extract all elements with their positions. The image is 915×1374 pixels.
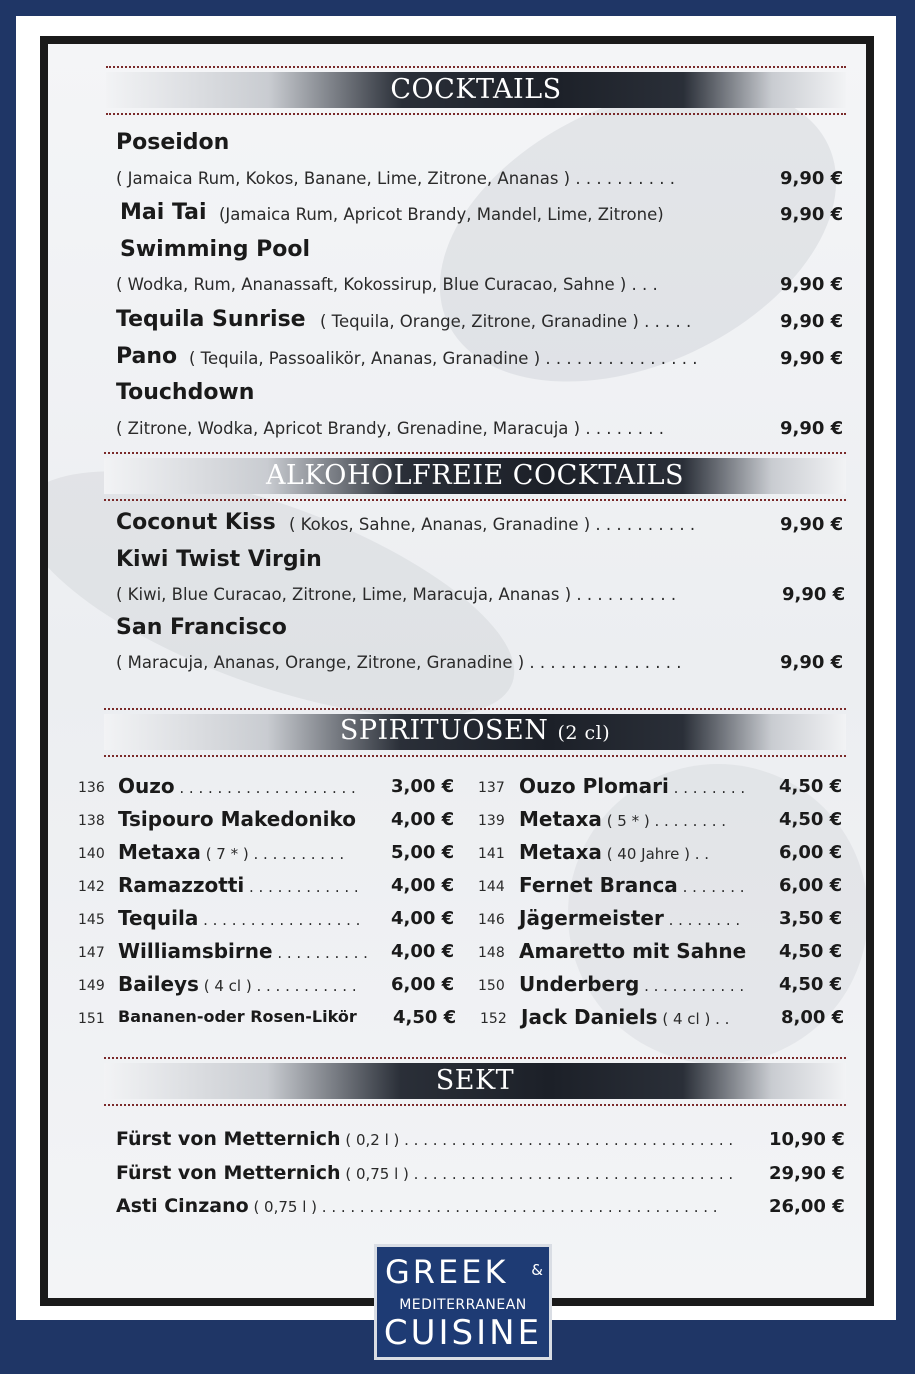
menu-item-name: Swimming Pool: [120, 237, 311, 262]
section-header-alkoholfrei: [104, 458, 846, 494]
spirit-name: Jägermeister: [519, 906, 664, 930]
logo-ampersand: &: [531, 1261, 543, 1279]
item-number: 140: [78, 846, 105, 862]
dotted-rule: [104, 755, 846, 757]
menu-item-desc: ( Zitrone, Wodka, Apricot Brandy, Grenadine, Maracuja ) . . . . . . . .: [116, 419, 664, 438]
sekt-name: Fürst von Metternich: [116, 1128, 341, 1150]
restaurant-logo: [374, 1244, 552, 1360]
item-number: 142: [78, 879, 105, 895]
spirit-price: 4,00 €: [391, 809, 455, 830]
spirit-desc: ( 7 * ) . . . . . . . . . .: [200, 845, 345, 863]
menu-item-desc: ( Maracuja, Ananas, Orange, Zitrone, Granadine ) . . . . . . . . . . . . . . .: [116, 653, 682, 672]
spirit-item: [519, 807, 726, 831]
dotted-rule: [104, 708, 846, 710]
spirit-item: [519, 774, 745, 798]
menu-item-price: 9,90 €: [780, 311, 844, 332]
dotted-rule: [104, 499, 846, 501]
spirit-name: Metaxa: [118, 840, 201, 864]
menu-item-name: Touchdown: [116, 380, 255, 405]
menu-item-name: Tequila Sunrise: [116, 307, 306, 332]
section-header-sekt: [104, 1063, 846, 1099]
spirit-item: [118, 906, 360, 930]
sekt-desc: ( 0,75 l ) . . . . . . . . . . . . . . . . . . . . . . . . . . . . . . . . . .: [340, 1165, 734, 1183]
section-subtitle: (2 cl): [557, 722, 611, 744]
dotted-rule: [106, 113, 846, 115]
sekt-name: Fürst von Metternich: [116, 1162, 341, 1184]
menu-item-name: Coconut Kiss: [116, 510, 276, 535]
spirit-item: [519, 972, 744, 996]
menu-item-price: 9,90 €: [780, 348, 844, 369]
item-number: 151: [78, 1011, 105, 1027]
menu-item-name: Kiwi Twist Virgin: [116, 547, 322, 572]
section-title: ALKOHOLFREIE COCKTAILS: [265, 460, 685, 491]
menu-item-name: Poseidon: [116, 130, 230, 155]
spirit-name: Ramazzotti: [118, 873, 245, 897]
spirit-name: Amaretto mit Sahne: [519, 939, 747, 963]
menu-item-desc: ( Jamaica Rum, Kokos, Banane, Lime, Zitrone, Ananas ) . . . . . . . . . .: [116, 169, 676, 188]
spirit-desc: ( 4 cl ) . . . . . . . . . . .: [198, 977, 357, 995]
sekt-desc: ( 0,2 l ) . . . . . . . . . . . . . . . . . . . . . . . . . . . . . . . . . . .: [340, 1131, 734, 1149]
spirit-name: Tequila: [118, 906, 199, 930]
sekt-item: [116, 1162, 733, 1184]
spirit-name: Baileys: [118, 972, 199, 996]
menu-item-price: 9,90 €: [780, 652, 844, 673]
menu-item-desc: (Jamaica Rum, Apricot Brandy, Mandel, Lime, Zitrone): [219, 205, 664, 224]
spirit-price: 4,50 €: [779, 974, 843, 995]
sekt-item: [116, 1128, 733, 1150]
menu-page: [48, 44, 866, 1298]
spirit-name: Tsipouro Makedoniko: [118, 807, 356, 831]
spirit-item: [118, 774, 356, 798]
spirit-name: Williamsbirne: [118, 939, 273, 963]
spirit-name: Ouzo: [118, 774, 175, 798]
dotted-rule: [104, 1057, 846, 1059]
spirit-name: Bananen-oder Rosen-Likör: [118, 1007, 357, 1026]
dotted-rule: [104, 452, 846, 454]
item-number: 146: [478, 912, 505, 928]
spirit-desc: ( 40 Jahre ) . .: [601, 845, 710, 863]
spirit-desc: ( 4 cl ) . .: [657, 1010, 730, 1028]
spirit-item: [519, 939, 746, 963]
item-number: 150: [478, 978, 505, 994]
section-title: SEKT: [435, 1065, 515, 1096]
item-number: 148: [478, 945, 505, 961]
spirit-price: 4,50 €: [779, 809, 843, 830]
spirit-price: 4,00 €: [391, 941, 455, 962]
spirit-item: [519, 906, 740, 930]
menu-item-price: 9,90 €: [782, 584, 846, 605]
sekt-price: 10,90 €: [769, 1129, 845, 1150]
spirit-desc: ( 5 * ) . . . . . . . .: [601, 812, 727, 830]
menu-item-desc: ( Kokos, Sahne, Ananas, Granadine ) . . . . . . . . . .: [289, 515, 696, 534]
spirit-desc: . . . . . . .: [677, 878, 745, 896]
menu-item-price: 9,90 €: [780, 514, 844, 535]
sekt-price: 29,90 €: [769, 1163, 845, 1184]
spirit-item: [118, 840, 344, 864]
menu-item-desc: ( Tequila, Passoalikör, Ananas, Granadine ) . . . . . . . . . . . . . . .: [189, 349, 698, 368]
spirit-item: [519, 840, 709, 864]
item-number: 136: [78, 780, 105, 796]
menu-item-desc: ( Wodka, Rum, Ananassaft, Kokossirup, Blue Curacao, Sahne ) . . .: [116, 275, 658, 294]
item-number: 137: [478, 780, 505, 796]
item-number: 152: [480, 1011, 507, 1027]
item-number: 144: [478, 879, 505, 895]
sekt-price: 26,00 €: [769, 1196, 845, 1217]
dotted-rule: [106, 66, 846, 68]
section-header-cocktails: [106, 72, 846, 108]
section-header-spirituosen: [104, 714, 846, 750]
item-number: 149: [78, 978, 105, 994]
spirit-item: [521, 1005, 729, 1029]
menu-item-price: 9,90 €: [780, 168, 844, 189]
logo-greek: GREEK: [385, 1253, 509, 1291]
section-title-text: SPIRITUOSEN: [339, 715, 549, 746]
item-number: 145: [78, 912, 105, 928]
sekt-desc: ( 0,75 l ) . . . . . . . . . . . . . . . . . . . . . . . . . . . . . . . . . . . . . . . . . .: [248, 1198, 718, 1216]
menu-item-name: Mai Tai: [120, 200, 207, 225]
spirit-desc: . . . . . . . . . . . . . . . . .: [198, 911, 361, 929]
sekt-name: Asti Cinzano: [116, 1195, 249, 1217]
spirit-desc: . . . . . . . .: [663, 911, 741, 929]
spirit-item: [118, 972, 357, 996]
logo-mediterranean: MEDITERRANEAN: [399, 1297, 527, 1313]
menu-item-price: 9,90 €: [780, 418, 844, 439]
menu-item-name: San Francisco: [116, 615, 287, 640]
spirit-price: 4,00 €: [391, 875, 455, 896]
spirit-desc: . . . . . . . . . .: [272, 944, 368, 962]
menu-item-desc: ( Kiwi, Blue Curacao, Zitrone, Lime, Maracuja, Ananas ) . . . . . . . . . .: [116, 585, 677, 604]
menu-item-desc: ( Tequila, Orange, Zitrone, Granadine ) . . . . .: [320, 312, 692, 331]
sekt-item: [116, 1195, 718, 1217]
logo-cuisine: CUISINE: [383, 1313, 543, 1353]
spirit-price: 8,00 €: [781, 1007, 845, 1028]
spirit-name: Metaxa: [519, 807, 602, 831]
spirit-name: Ouzo Plomari: [519, 774, 669, 798]
spirit-desc: . . . . . . . . . . . . . . . . . . .: [174, 779, 356, 797]
section-title: COCKTAILS: [390, 74, 562, 105]
spirit-item: [118, 939, 368, 963]
item-number: 139: [478, 813, 505, 829]
spirit-name: Underberg: [519, 972, 640, 996]
menu-item-name: Pano: [116, 344, 178, 369]
spirit-price: 6,00 €: [779, 842, 843, 863]
item-number: 147: [78, 945, 105, 961]
item-number: 138: [78, 813, 105, 829]
spirit-price: 6,00 €: [779, 875, 843, 896]
spirit-price: 4,50 €: [393, 1007, 457, 1028]
spirit-name: Fernet Branca: [519, 873, 678, 897]
spirit-price: 6,00 €: [391, 974, 455, 995]
spirit-item: [519, 873, 745, 897]
spirit-desc: . . . . . . . . . . .: [639, 977, 745, 995]
menu-item-price: 9,90 €: [780, 204, 844, 225]
spirit-price: 3,50 €: [779, 908, 843, 929]
item-number: 141: [478, 846, 505, 862]
spirit-name: Metaxa: [519, 840, 602, 864]
spirit-price: 4,50 €: [779, 776, 843, 797]
spirit-desc: . . . . . . . .: [668, 779, 746, 797]
spirit-price: 4,00 €: [391, 908, 455, 929]
spirit-price: 3,00 €: [391, 776, 455, 797]
dotted-rule: [104, 1104, 846, 1106]
spirit-name: Jack Daniels: [521, 1005, 658, 1029]
spirit-item: [118, 807, 356, 831]
spirit-price: 4,50 €: [779, 941, 843, 962]
spirit-item: [118, 1007, 357, 1026]
spirit-desc: . . . . . . . . . . . .: [244, 878, 359, 896]
spirit-price: 5,00 €: [391, 842, 455, 863]
section-title: [340, 713, 610, 751]
spirit-item: [118, 873, 359, 897]
menu-item-price: 9,90 €: [780, 274, 844, 295]
